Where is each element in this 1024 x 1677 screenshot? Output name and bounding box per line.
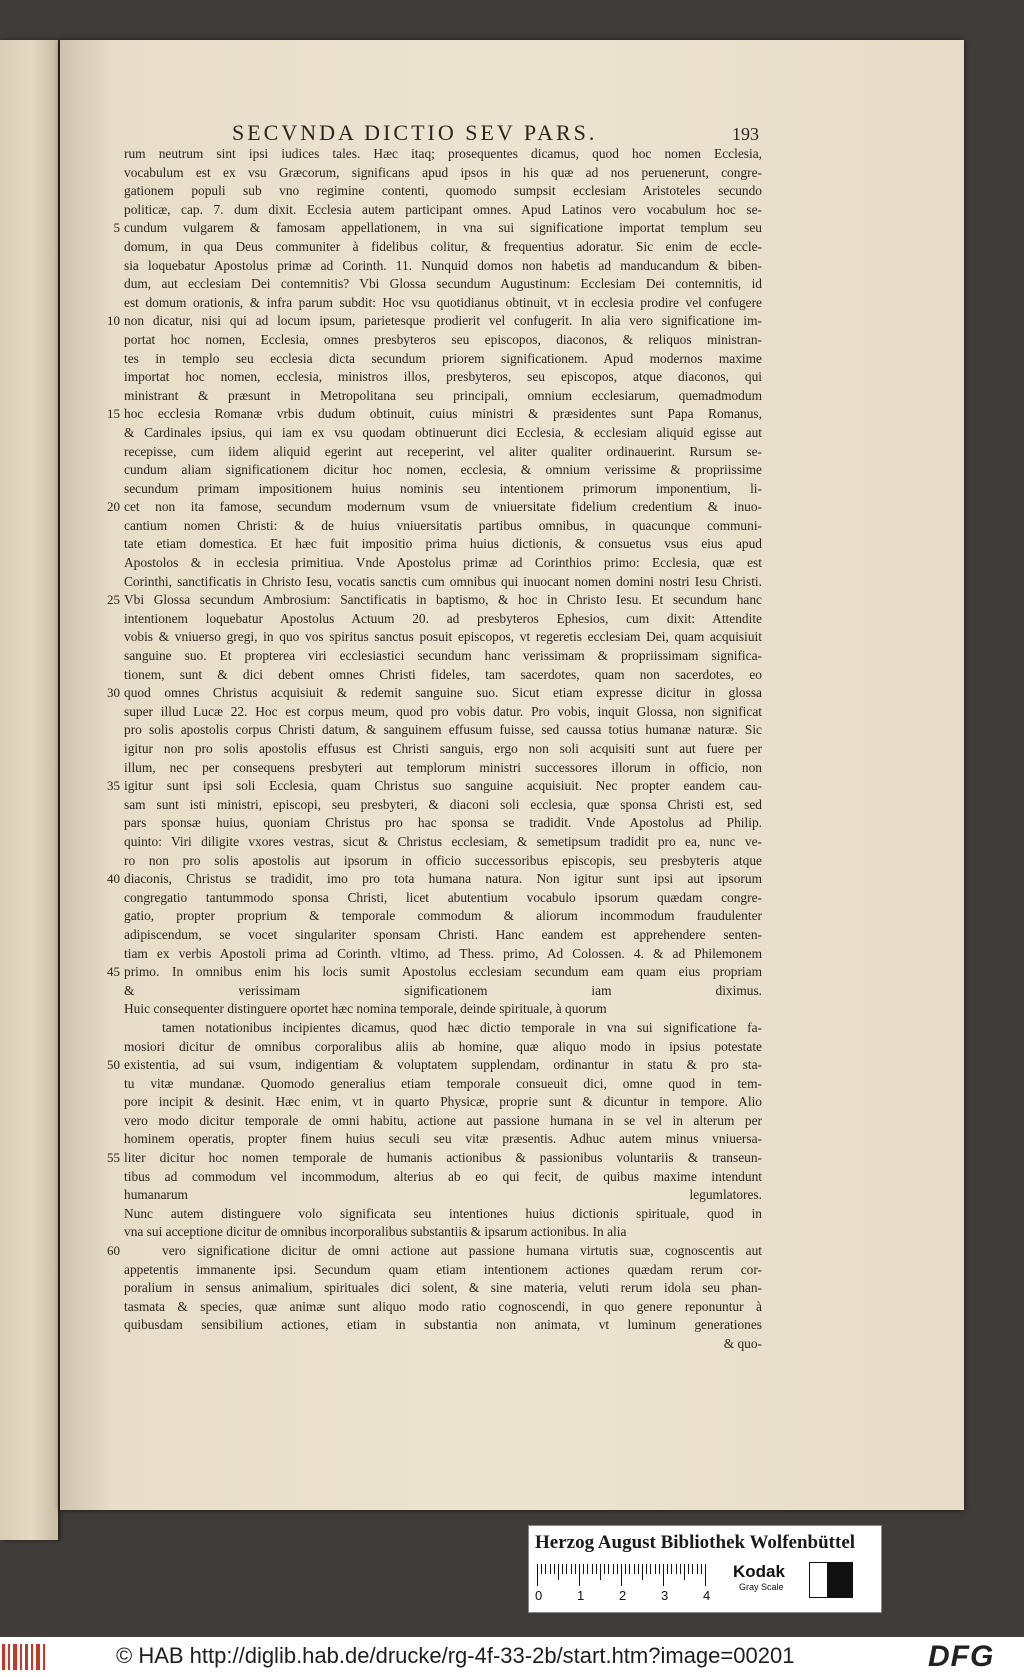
scale-ruler [537,1564,727,1586]
text-line: congregatio tantummodo sponsa Christi, licet abutentium vocabulo ipsorum quædam congre- [124,889,762,905]
text-line: primo. In omnibus enim his locis sumit Apostolus ecclesiam secundum eam quam eius propriam [124,964,762,980]
ruler-tick [575,1564,576,1574]
text-line: diaconis, Christus se tradidit, imo pro tota humana natura. Non igitur sunt ipsi aut ipsorum [124,871,762,887]
text-line: existentia, ad sui vsum, indigentiam & voluptatem supplendam, ordinantur in statu & pro sta- [124,1057,762,1073]
text-line: Apostolos & in ecclesia primitiua. Vnde Apostolus primæ ad Corinthios primo: Ecclesia, quæ est [124,555,762,571]
ruler-tick [587,1564,588,1574]
ruler-tick [554,1564,555,1574]
ruler-tick [583,1564,584,1574]
text-line: hominem operatis, propter finem huius seculi seu vitæ præsentis. Adhuc autem minus vniuersa- [124,1131,762,1147]
text-line: tamen notationibus incipientes dicamus, quod hæc dictio temporale in vna sui significatione fa- [162,1019,762,1035]
ruler-tick [701,1564,702,1574]
text-line: secundum primam impositionem huius nominis seu intentionem primorum imponentium, li- [124,480,762,496]
text-line: tionem, sunt & dici debent omnes Christi fideles, tam sacerdotes, quam non sacerdotes, eo [124,666,762,682]
text-line: portat hoc nomen, Ecclesia, omnes presbyteros seu episcopos, diaconos, & reliquos ministran- [124,331,762,347]
ruler-tick [638,1564,639,1574]
ruler-tick [562,1564,563,1574]
text-line: sanguine suo. Et propterea viri ecclesiastici secundum hanc verissimam & propriissimam significa- [124,648,762,664]
text-line: importat hoc nomen, ecclesia, ministros illos, presbyteros, seu episcopos, atque diaconos, qui [124,369,762,385]
text-line: Huic consequenter distinguere oportet hæc nomina temporale, deinde spirituale, à quorum [124,1001,607,1017]
text-line: Corinthi, sanctificatis in Christo Iesu, vocatis sanctis cum omnibus qui inuocant nomen domini nostri Iesu Christi. [124,573,762,589]
text-line: ro non pro solis apostolis aut ipsorum in officio successoribus episcopis, seu presbyteris atque [124,852,762,868]
line-number: 40 [107,871,120,887]
text-line: sam sunt isti ministri, episcopi, seu presbyteri, & diaconi soli ecclesia, quæ sponsa Christi est, sed [124,796,762,812]
text-line: super illud Lucæ 22. Hoc est corpus meum, quod pro vobis datur. Pro vobis, inquit Glossa, non significat [124,703,762,719]
running-head: SECVNDA DICTIO SEV PARS. [232,120,598,145]
scale-number: 1 [577,1588,585,1603]
text-line: gatio, propter proprium & temporale commodum & aliorum incommodum fraudulenter [124,908,762,924]
ruler-tick [667,1564,668,1574]
text-line: hoc ecclesia Romanæ vrbis dudum obtinuit, cuius ministri & præsidentes sunt Papa Romanus, [124,406,762,422]
text-line: cantium nomen Christi: & de huius vniuersitatis partibus omnibus, in quacunque communi- [124,517,762,533]
line-number: 25 [107,592,120,608]
ruler-tick [579,1564,580,1586]
text-line: vero modo dicitur temporale de omni habitu, actione aut passione humana in se vel in alterum per [124,1112,762,1128]
line-number: 60 [107,1243,120,1259]
text-line: intentionem loquebatur Apostolus Actuum 20. ad presbyteros Ephesios, cum dixit: Attendite [124,610,762,626]
text-line: dum, aut ecclesiam Dei contemnitis? Vbi Glossa secundum Augustinum: Ecclesiam Dei contemnitis, id [124,276,762,292]
text-line: tasmata & species, quæ animæ sunt aliquo modo ratio cognoscendi, in quo genere reponuntur à [124,1298,762,1314]
text-line: vna sui acceptione dicitur de omnibus incorporalibus substantiis & ipsarum actionibus. In alia [124,1224,627,1240]
text-line: & quo- [723,1336,762,1351]
ruler-tick [671,1564,672,1574]
text-line: tibus ad commodum vel incommodum, alterius ab eo qui fecit, de quibus maxime intendunt [124,1168,762,1184]
text-line: illum, nec per consequens presbyteri aut templorum ministri successores illorum in officio, non [124,759,762,775]
text-line: adipiscendum, se vocet singulariter sponsam Christi. Hanc eandem est apprehendere senten- [124,926,762,942]
text-line: pore incipit & desinit. Hæc enim, vt in quarto Physicæ, proprie sunt & dicuntur in tempore. Alio [124,1094,762,1110]
text-line: tu vitæ mundanæ. Quomodo generalius etiam temporale consueuit dici, omne quod in tem- [124,1075,762,1091]
text-line: ministrant & præsunt in Metropolitana seu principali, omnium ecclesiarum, quemadmodum [124,387,762,403]
text-line: cet non ita famose, secundum modernum vsum de vniuersitate fidelium credentium & inuo- [124,499,762,515]
footer-bar [0,1637,1024,1677]
text-line: pars sponsæ huius, quoniam Christus pro hac sponsa se tradidit. Vnde Apostolus ad Philip. [124,815,762,831]
ruler-tick [684,1564,685,1580]
ruler-tick [646,1564,647,1574]
ruler-tick [550,1564,551,1574]
text-line: & Cardinales ipsius, qui iam ex vsu quodam obtinuerunt dici Ecclesia, & ecclesiam aliquid egisse aut [124,424,762,440]
library-color-bar-label [528,1525,882,1613]
library-name: Herzog August Bibliothek Wolfenbüttel [535,1532,856,1553]
ruler-tick [537,1564,538,1586]
line-number: 35 [107,778,120,794]
text-line: vocabulum est ex vsu Græcorum, significans apud ipsos in his quæ ad nos peruenerunt, congre- [124,164,762,180]
text-line: Nunc autem distinguere volo significata seu intentiones huius dictionis spirituale, quod in [124,1205,762,1221]
text-line: appetentis immanente ipsi. Secundum quam etiam intentionem actiones quædam rerum cor- [124,1261,762,1277]
line-number: 30 [107,685,120,701]
text-line: vero significatione dicitur de omni actione aut passione humana virtutis suæ, cognoscentis aut [162,1243,762,1259]
ruler-tick [655,1564,656,1574]
text-line: tes in templo seu ecclesia dicta secundum priorem significationem. Apud modernos maxime [124,350,762,366]
text-line: vobis & vniuerso gregi, in quo vos spiritus sanctus posuit episcopos, vt regeretis ecclesiam Dei, quam acquisiuit [124,629,762,645]
ruler-tick [600,1564,601,1580]
line-number: 5 [113,220,120,236]
ruler-tick [692,1564,693,1574]
ruler-tick [571,1564,572,1574]
text-line: tiam ex verbis Apostoli prima ad Corinth. vltimo, ad Thess. primo, Ad Colossen. 4. & ad Philemonem [124,945,762,961]
text-line: rum neutrum sint ipsi iudices tales. Hæc itaq; prosequentes dicamus, quod hoc nomen Ecclesia, [124,146,762,161]
text-line: non dicatur, nisi qui ad locum ipsum, parietesque prodierit vel confugerit. In alia vero significatione im- [124,313,762,329]
text-line: tate etiam domestica. Et hæc fuit impositio prima huius dictionis, & consuetus vsus eius apud [124,536,762,552]
previous-page-edge [0,40,58,1540]
barcode-icon [0,1640,48,1674]
text-line: cundum aliam significationem dicitur hoc nomen, ecclesia, & omnium verissime & propriissime [124,462,762,478]
text-line: humanarum legumlatores. [124,1187,762,1203]
ruler-tick [697,1564,698,1574]
scale-number: 3 [661,1588,669,1603]
ruler-tick [680,1564,681,1574]
line-number: 50 [107,1057,120,1073]
line-number: 45 [107,964,120,980]
ruler-tick [705,1564,706,1586]
text-line: recepisse, cum iidem aliquid egerint aut receperint, vel aliter qualiter ordinauerint. Rursum se- [124,443,762,459]
text-line: sia loquebatur Apostolus primæ ad Corinth. 11. Nunquid domos non habetis ad manducandum & biben- [124,257,762,273]
scale-number: 2 [619,1588,627,1603]
text-line: liter dicitur hoc nomen temporale de humanis actionibus & passionibus voluntariis & transeun- [124,1150,762,1166]
text-line: Vbi Glossa secundum Ambrosium: Sanctificatis in baptismo, & hoc in Christo Iesu. Et secundum hanc [124,592,762,608]
ruler-tick [604,1564,605,1574]
text-line: politicæ, cap. 7. dum dixit. Ecclesia autem participant omnes. Apud Latinos vero vocabulum hoc se- [124,201,762,217]
text-line: quinto: Viri diligite vxores vestras, sicut & Christus ecclesiam, & semetipsum tradidit pro ea, nunc ve- [124,833,762,849]
text-line: quod omnes Christus acquisiuit & redemit sanguine suo. Sicut etiam expresse dicitur in glossa [124,685,762,701]
ruler-tick [608,1564,609,1574]
ruler-tick [634,1564,635,1574]
text-line: domum, in qua Deus communiter à fidelibus colitur, & frequentius adoratur. Sic enim de eccle- [124,238,762,254]
text-line: cundum vulgarem & famosam appellationem, in vna sui significatione importat templum seu [124,220,762,236]
ruler-tick [617,1564,618,1574]
ruler-tick [688,1564,689,1574]
ruler-tick [558,1564,559,1580]
text-line: igitur non pro solis apostolis effusus est Christi sanguis, ergo non soli acquisiti sunt aut fuere per [124,741,762,756]
ruler-tick [596,1564,597,1574]
body-text [124,145,762,1354]
text-line: mosiori dicitur de omnibus corporalibus aliis ab homine, quæ aliquo modo in ipsius potestate [124,1038,762,1054]
text-line: quibusdam sensibilium actiones, etiam in substantia non animata, vt luminum generationes [124,1317,762,1333]
text-line: est domum orationis, & infra parum subdit: Hoc vsu quotidianus obtinuit, vt in ecclesia prodire vel confugere [124,294,762,310]
gray-scale-patch [809,1562,853,1598]
line-number: 55 [107,1150,120,1166]
ruler-tick [650,1564,651,1574]
ruler-tick [566,1564,567,1574]
ruler-tick [663,1564,664,1586]
ruler-tick [629,1564,630,1574]
text-line: & verissimam significationem iam diximus. [124,982,762,998]
line-number: 10 [107,313,120,329]
text-line: poralium in sensus animalium, spirituales dici solent, & sine materia, veluti rerum idola seu phan- [124,1280,762,1296]
ruler-tick [613,1564,614,1574]
ruler-tick [642,1564,643,1580]
scale-number: 4 [703,1588,711,1603]
ruler-tick [545,1564,546,1574]
ruler-tick [592,1564,593,1574]
footer-url[interactable]: © HAB http://diglib.hab.de/drucke/rg-4f-33-2b/start.htm?image=00201 [116,1643,795,1668]
scale-number: 0 [535,1588,543,1603]
ruler-tick [541,1564,542,1574]
dfg-logo: DFG [928,1640,995,1673]
gray-scale-label: Gray Scale [739,1582,784,1592]
line-number: 15 [107,406,120,422]
kodak-brand: Kodak [733,1562,785,1581]
page-number: 193 [732,124,759,144]
text-line: igitur sunt ipsi soli Ecclesia, quam Christus suo sanguine acquisiuit. Nec propter eandem cau- [124,778,762,794]
text-line: gationem populi sub vno regimine contenti, quomodo sumpsit ecclesiam Aristoteles secundo [124,183,762,199]
ruler-tick [625,1564,626,1574]
ruler-tick [676,1564,677,1574]
ruler-tick [621,1564,622,1586]
ruler-tick [659,1564,660,1574]
line-number: 20 [107,499,120,515]
text-line: pro solis apostolis corpus Christi datum, & sanguinem effusum fuisse, sed caussa totius humanæ naturæ. Sic [124,722,762,738]
